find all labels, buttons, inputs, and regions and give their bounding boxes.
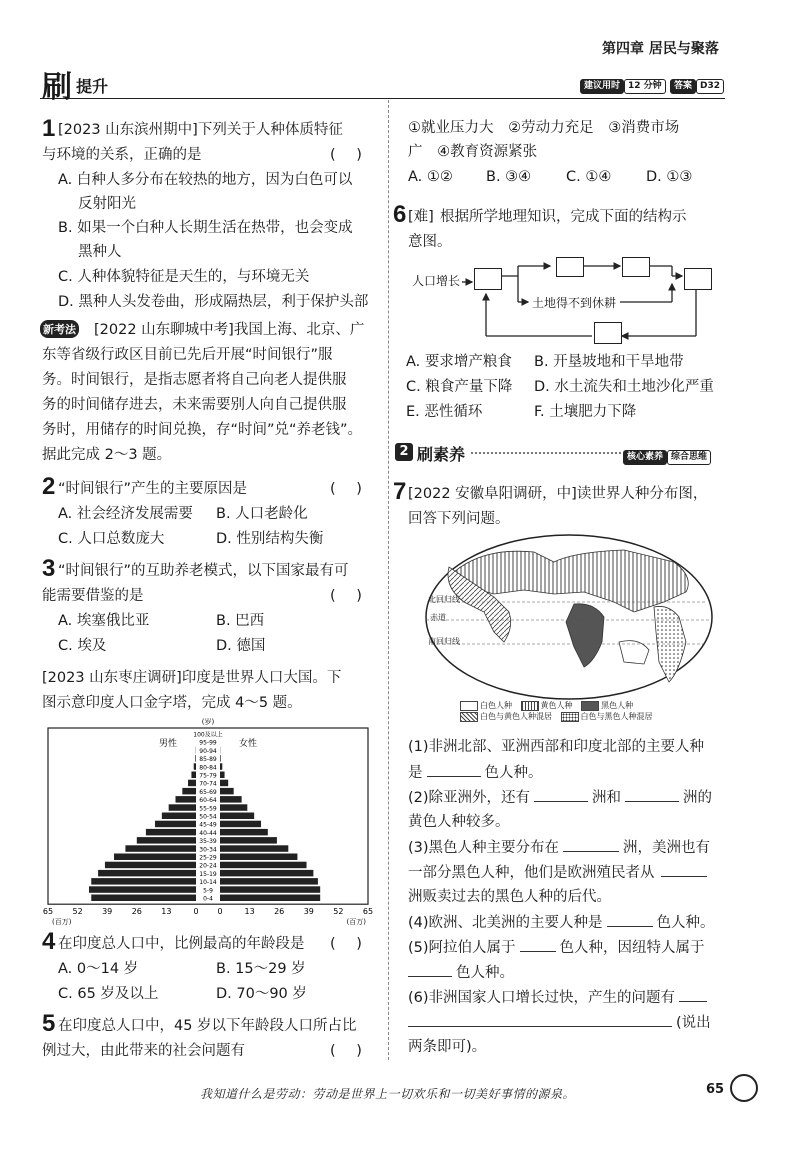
q5-choice-b: B. ③④	[486, 169, 532, 185]
material1-line-3: 务。时间银行，是指志愿者将自己向老人提供服	[42, 372, 347, 388]
q6-number: 6	[393, 201, 407, 228]
q5-choice-d: D. ①③	[646, 169, 693, 185]
q7-sub2-post: 洲的	[683, 790, 713, 806]
pyramid-age-label: 30-34	[199, 846, 217, 854]
q4-option-a: A. 0～14 岁	[58, 961, 139, 977]
q7-sub2-blank2[interactable]	[625, 785, 679, 802]
pyramid-tick-right: 39	[303, 907, 314, 917]
pyramid-age-label: 40-44	[199, 829, 217, 837]
footer-logo-icon	[730, 1074, 758, 1102]
diagram-start-label: 人口增长	[412, 274, 461, 288]
q7-sub1-pre: 是	[408, 765, 423, 781]
pyramid-tick-left: 13	[161, 907, 172, 917]
pyramid-bar-male	[188, 780, 196, 787]
pyramid-tick-right: 52	[333, 907, 344, 917]
pyramid-bar-male	[162, 813, 196, 820]
pyramid-age-label: 0-4	[203, 895, 213, 903]
pyramid-male-label: 男性	[158, 739, 178, 749]
q7-sub4-pre: (4)欧洲、北美洲的主要人种是	[408, 915, 603, 931]
material1-line-6: 据此完成 2～3 题。	[42, 447, 172, 463]
q2-option-c: C. 人口总数庞大	[58, 531, 165, 547]
footer-motto: 我知道什么是劳动：劳动是世界上一切欢乐和一切美好事情的源泉。	[200, 1087, 576, 1101]
q7-sub5-post2: 色人种。	[456, 965, 514, 981]
q3-stem-2: 能需要借鉴的是	[42, 588, 144, 604]
q7-sub5-blank2[interactable]	[408, 960, 452, 977]
pyramid-bar-male	[194, 763, 196, 770]
pyramid-bar-male	[155, 821, 196, 828]
q3-number: 3	[42, 555, 56, 582]
pyramid-age-label: 20-24	[199, 862, 217, 870]
q7-sub6-blank1[interactable]	[679, 985, 707, 1002]
q4-option-c: C. 65 岁及以上	[58, 986, 159, 1002]
map-label-equator: 赤道	[430, 613, 446, 622]
pyramid-bar-male	[114, 854, 196, 861]
q7-sub3-line3: 洲贩卖过去的黑色人种的后代。	[408, 889, 611, 905]
material1-line-2: 东等省级行政区目前已先后开展“时间银行”服	[42, 347, 333, 363]
diagram-box-3	[622, 257, 650, 277]
pyramid-age-label: 70-74	[199, 780, 217, 788]
section2-header	[395, 440, 727, 466]
page-number: 65	[706, 1082, 725, 1097]
pyramid-bar-female	[220, 821, 261, 828]
pyramid-bar-male	[125, 845, 196, 852]
q5-choice-a: A. ①②	[408, 169, 453, 185]
new-exam-tag: 新考法	[40, 320, 79, 338]
q5-items-2: 广 ④教育资源紧张	[408, 144, 538, 160]
pyramid-bar-female	[220, 829, 268, 836]
q7-sub3-mid: 一部分黑色人种，他们是欧洲殖民者从	[408, 865, 655, 881]
pyramid-bar-female	[220, 755, 221, 762]
world-map-graphic	[424, 532, 714, 702]
header-rule	[40, 98, 725, 99]
q7-sub1-line1: (1)非洲北部、亚洲西部和印度北部的主要人种	[408, 739, 705, 755]
legend-white-black: 白色与黑色人种混居	[561, 712, 653, 721]
pyramid-bar-female	[220, 870, 313, 877]
pyramid-bar-male	[146, 829, 196, 836]
pyramid-bar-female	[220, 845, 288, 852]
q1-bracket: ( )	[330, 147, 362, 163]
q1-option-a: A. 白种人多分布在较热的地方，因为白色可以	[58, 172, 353, 188]
q6-stem-1: 根据所学地理知识，完成下面的结构示	[440, 209, 687, 225]
section2-tag-1: 核心素养	[623, 450, 667, 465]
q6-option-a: A. 要求增产粮食	[406, 354, 512, 370]
pyramid-age-label: 90-94	[199, 747, 217, 755]
q6-option-e: E. 恶性循环	[406, 404, 483, 420]
pyramid-unit-right: (百万)	[346, 918, 366, 927]
pyramid-unit-left: (百万)	[52, 918, 72, 927]
q7-sub6-line3: 两条即可)。	[408, 1039, 487, 1055]
pyramid-age-label: 55-59	[199, 805, 217, 813]
q7-sub5-line2	[408, 960, 514, 985]
q7-sub3-blank1[interactable]	[563, 835, 619, 852]
q7-sub3-post: 洲，美洲也有	[623, 840, 711, 856]
pyramid-age-label: 65-69	[199, 788, 217, 796]
pyramid-age-label: 75-79	[199, 772, 217, 780]
pyramid-age-label: 35-39	[199, 838, 217, 846]
q7-sub3-pre: (3)黑色人种主要分布在	[408, 840, 560, 856]
q5-stem-2: 例过大，由此带来的社会问题有	[42, 1043, 245, 1059]
pyramid-bar-female	[220, 886, 320, 893]
q7-sub6-pre: (6)非洲国家人口增长过快，产生的问题有	[408, 990, 676, 1006]
q1-option-c: C. 人种体貌特征是天生的，与环境无关	[58, 269, 310, 285]
world-race-map	[424, 532, 714, 722]
q7-stem-2: 回答下列问题。	[408, 511, 510, 527]
q2-number: 2	[42, 473, 56, 500]
pyramid-bar-female	[220, 780, 228, 787]
q2-option-d: D. 性别结构失衡	[216, 531, 324, 547]
pyramid-bar-female	[220, 772, 225, 779]
pyramid-tick-left: 0	[193, 907, 199, 917]
pyramid-bar-female	[220, 878, 318, 885]
q6-option-f: F. 土壤肥力下降	[534, 404, 637, 420]
material2-line-2: 图示意印度人口金字塔，完成 4～5 题。	[42, 695, 302, 711]
q7-sub1-line2	[408, 760, 543, 785]
q7-number: 7	[393, 478, 407, 505]
header-chapter: 第四章 居民与聚落	[602, 41, 719, 57]
material1-line-4: 务的时间储存进去，未来需要别人向自己提供服	[42, 397, 347, 413]
section2-tags	[623, 444, 711, 465]
q4-option-b: B. 15～29 岁	[216, 961, 306, 977]
pyramid-bar-female	[220, 804, 247, 811]
q5-bracket: ( )	[330, 1043, 362, 1059]
q7-sub6-line1	[408, 985, 707, 1010]
q7-sub6-line2	[408, 1010, 711, 1035]
structure-diagram	[400, 256, 730, 348]
q1-option-b: B. 如果一个白种人长期生活在热带，也会变成	[58, 220, 353, 236]
pyramid-tick-right: 65	[362, 907, 374, 917]
pyramid-tick-left: 52	[72, 907, 83, 917]
pyramid-bar-male	[89, 886, 196, 893]
q7-sub6-blank2[interactable]	[408, 1010, 672, 1027]
pyramid-tick-right: 13	[244, 907, 255, 917]
pyramid-tick-left: 65	[42, 907, 54, 917]
pyramid-age-label: 60-64	[199, 797, 217, 805]
q7-sub5-blank1[interactable]	[520, 935, 556, 952]
q4-option-d: D. 70～90 岁	[216, 986, 307, 1002]
map-label-south-tropic: 南回归线	[428, 637, 460, 646]
diagram-mid-label: 土地得不到休耕	[532, 296, 617, 310]
pyramid-age-label: 25-29	[199, 854, 217, 862]
time-tag-value: 12 分钟	[624, 79, 666, 94]
pyramid-bar-male	[137, 837, 196, 844]
map-label-north-tropic: 北回归线	[428, 595, 460, 604]
material2-line-1: [2023 山东枣庄调研]印度是世界人口大国。下	[42, 670, 342, 686]
diagram-box-4	[684, 268, 712, 290]
pyramid-tick-right: 26	[274, 907, 285, 917]
q1-stem-2: 与环境的关系，正确的是	[42, 147, 202, 163]
q7-sub2-blank1[interactable]	[534, 785, 588, 802]
q7-sub6-post: (说出	[676, 1015, 711, 1031]
answer-tag-value: D32	[696, 79, 724, 94]
pyramid-bar-male	[191, 772, 196, 779]
pyramid-bar-female	[220, 895, 320, 902]
section2-icon: 2	[395, 443, 413, 461]
q1-option-a-cont: 反射阳光	[78, 196, 136, 212]
q3-stem-1: “时间银行”的互助养老模式，以下国家最有可	[58, 563, 349, 579]
pyramid-age-label: 85-89	[199, 756, 217, 764]
q4-number: 4	[42, 928, 56, 955]
pyramid-age-label: 45-49	[199, 821, 217, 829]
section-title-label: 提升	[76, 77, 109, 96]
pyramid-bar-female	[220, 763, 222, 770]
q6-difficulty-tag: [难]	[408, 209, 434, 225]
legend-white-yellow: 白色与黄色人种混居	[460, 712, 552, 721]
q2-stem: “时间银行”产生的主要原因是	[58, 481, 248, 497]
legend-black: 黑色人种	[581, 701, 633, 710]
section-title	[42, 62, 72, 106]
q5-number: 5	[42, 1010, 56, 1037]
q6-option-d: D. 水土流失和土地沙化严重	[534, 379, 714, 395]
q7-sub3-line1	[408, 835, 710, 860]
pyramid-age-label: 15-19	[199, 870, 217, 878]
diagram-box-5	[594, 322, 622, 344]
q6-stem-2: 意图。	[408, 234, 452, 250]
q5-choice-c: C. ①④	[566, 169, 612, 185]
q1-option-d: D. 黑种人头发卷曲，形成隔热层，利于保护头部	[58, 294, 369, 310]
section2-title: 刷素养	[417, 445, 466, 464]
pyramid-tick-right: 0	[217, 907, 223, 917]
pyramid-unit-label: (岁)	[201, 718, 215, 726]
pyramid-age-label: 80-84	[199, 764, 217, 772]
q7-sub1-blank[interactable]	[427, 760, 481, 777]
q4-stem: 在印度总人口中，比例最高的年龄段是	[58, 936, 305, 952]
q5-items-1: ①就业压力大 ②劳动力充足 ③消费市场	[408, 120, 680, 136]
pyramid-bar-female	[220, 788, 234, 795]
pyramid-bar-female	[220, 837, 277, 844]
pyramid-age-label: 95-99	[199, 739, 217, 747]
q7-sub4	[408, 910, 715, 935]
q3-option-d: D. 德国	[216, 638, 266, 654]
q3-bracket: ( )	[330, 588, 362, 604]
q6-option-c: C. 粮食产量下降	[406, 379, 513, 395]
q1-number: 1	[42, 115, 56, 142]
q7-sub3-line2	[408, 860, 707, 885]
time-tag-label: 建议用时	[580, 79, 624, 94]
q7-sub5-post: 色人种，因纽特人属于	[559, 940, 705, 956]
pyramid-bar-female	[220, 862, 307, 869]
q7-sub3-blank2[interactable]	[661, 860, 707, 877]
pyramid-bar-female	[220, 796, 242, 803]
q1-option-b-cont: 黑种人	[78, 244, 122, 260]
q2-bracket: ( )	[330, 481, 362, 497]
q7-sub1-post: 色人种。	[484, 765, 543, 781]
diagram-box-2	[556, 257, 584, 277]
legend-yellow: 黄色人种	[521, 701, 573, 710]
q3-option-c: C. 埃及	[58, 638, 107, 654]
section2-dots	[471, 452, 621, 454]
pyramid-age-label: 100及以上	[193, 731, 223, 739]
q7-sub4-post: 色人种。	[656, 915, 715, 931]
q7-sub5-pre: (5)阿拉伯人属于	[408, 940, 516, 956]
q2-option-a: A. 社会经济发展需要	[58, 506, 193, 522]
pyramid-bar-female	[220, 813, 254, 820]
q5-stem-1: 在印度总人口中，45 岁以下年龄段人口所占比	[58, 1018, 357, 1034]
pyramid-age-label: 5-9	[203, 887, 213, 895]
q7-sub2-line1	[408, 785, 712, 810]
brush-char: 刷	[42, 71, 72, 104]
pyramid-bar-male	[182, 788, 196, 795]
pyramid-bar-male	[195, 755, 196, 762]
pyramid-bar-female	[220, 854, 297, 861]
q7-sub4-blank[interactable]	[607, 910, 653, 927]
pyramid-bar-male	[105, 862, 196, 869]
answer-tag-label: 答案	[670, 79, 696, 94]
q1-stem-1: [2023 山东滨州期中]下列关于人种体质特征	[58, 122, 343, 138]
legend-white: 白色人种	[460, 701, 512, 710]
q6-option-b: B. 开垦坡地和干旱地带	[534, 354, 684, 370]
q7-sub2-pre: (2)除亚洲外，还有	[408, 790, 531, 806]
pyramid-bar-male	[91, 878, 196, 885]
section2-tag-2: 综合思维	[667, 450, 711, 465]
column-divider	[388, 100, 390, 1060]
q7-sub5-line1	[408, 935, 705, 960]
pyramid-female-label: 女性	[238, 739, 258, 749]
pyramid-bar-male	[176, 796, 196, 803]
diagram-box-1	[474, 268, 502, 290]
pyramid-age-label: 50-54	[199, 813, 217, 821]
q7-sub2-mid: 洲和	[592, 790, 622, 806]
material1-line-5: 务时，用储存的时间兑换，存“时间”兑“养老钱”。	[42, 422, 363, 438]
q7-sub2-line2: 黄色人种较多。	[408, 814, 510, 830]
pyramid-bar-male	[98, 870, 196, 877]
pyramid-tick-left: 39	[102, 907, 113, 917]
pyramid-bar-male	[91, 895, 196, 902]
answer-tag	[670, 73, 724, 94]
q4-bracket: ( )	[330, 936, 362, 952]
q2-option-b: B. 人口老龄化	[216, 506, 308, 522]
pyramid-bar-male	[169, 804, 196, 811]
pyramid-tick-left: 26	[131, 907, 142, 917]
map-legend	[460, 700, 710, 722]
pyramid-age-label: 10-14	[199, 879, 217, 887]
q7-stem-1: [2022 安徽阜阳调研，中]读世界人种分布图，	[408, 486, 708, 502]
population-pyramid	[38, 716, 383, 927]
q3-option-a: A. 埃塞俄比亚	[58, 613, 150, 629]
q3-option-b: B. 巴西	[216, 613, 265, 629]
material1-line-1: [2022 山东聊城中考]我国上海、北京、广	[94, 322, 365, 338]
time-tag	[580, 73, 666, 94]
